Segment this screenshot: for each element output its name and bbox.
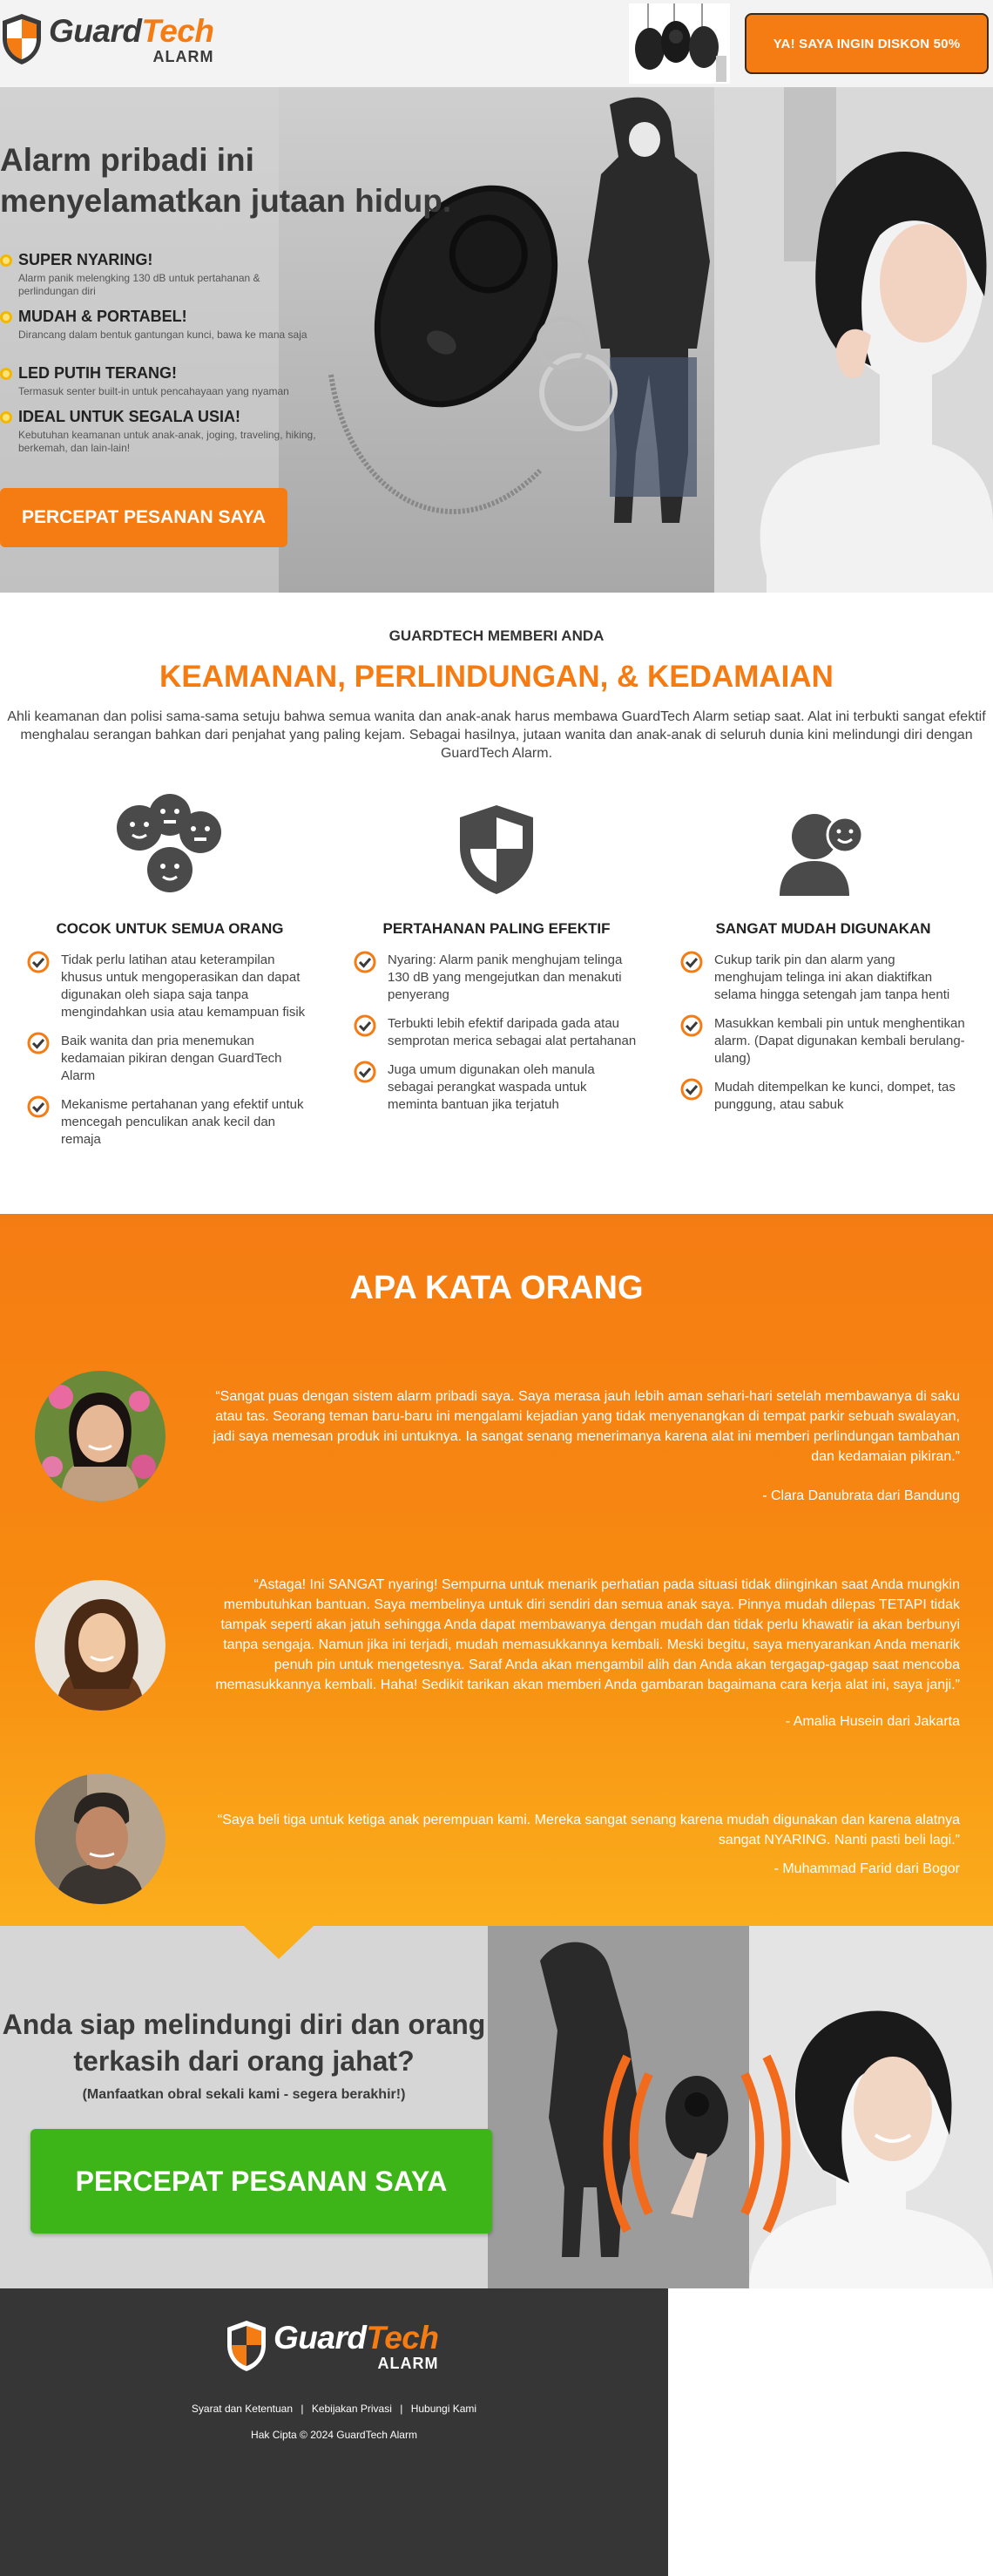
feature-item (0, 251, 322, 298)
group-faces-icon (109, 793, 231, 898)
benefit-text: Tidak perlu latihan atau keterampilan khusus untuk mengoperasikan dan dapat digunakan oleh siapa saja tanpa mengindahkan usia atau kemampuan fisik (61, 952, 306, 1020)
check-circle-icon (26, 1095, 51, 1119)
cta-section (0, 1926, 993, 2288)
benefits-section (0, 593, 993, 1214)
benefit-text: Mudah ditempelkan ke kunci, dompet, tas punggung, atau sabuk (714, 1080, 956, 1112)
brand-subtitle: ALARM (152, 47, 214, 65)
check-circle-icon (679, 1013, 704, 1038)
brand-name-part2: Tech (366, 2319, 439, 2356)
cta-headline: Anda siap melindungi diri dan orang terkasih dari orang jahat? (2, 2009, 486, 2077)
brand-name-part2: Tech (141, 12, 214, 49)
benefit-text: Baik wanita dan pria menemukan kedamaian pikiran dengan GuardTech Alarm (61, 1034, 282, 1083)
benefit-column (26, 793, 314, 1160)
reviewer-avatar (35, 1773, 166, 1904)
brand-name-part1: Guard (49, 12, 142, 49)
product-thumbnail-image (629, 3, 730, 84)
brand-subtitle: ALARM (377, 2354, 439, 2372)
benefit-text: Nyaring: Alarm panik menghujam telinga 130 dB yang mengejutkan dan menakuti penyerang (388, 952, 623, 1002)
reviewer-avatar (35, 1371, 166, 1502)
benefit-list-item (679, 1015, 967, 1068)
footer-links (0, 2403, 668, 2415)
site-footer (0, 2288, 668, 2576)
support-person-icon (775, 802, 871, 898)
benefit-column (353, 793, 640, 1125)
feature-description: Alarm panik melengking 130 dB untuk pertahanan & perlindungan diri (18, 272, 260, 297)
hero-section (0, 87, 993, 593)
testimonial-quote: “Astaga! Ini SANGAT nyaring! Sempurna untuk menarik perhatian pada situasi tidak diinginkan saat Anda mungkin membutuhkan bantuan. Saya membelinya untuk diri sendiri dan semua anak saya. Pinnya mudah dilepas TETAPI tidak tampak seperti akan jatuh sehingga Anda dapat membawanya dengan mudah dan tidak perlu khawatir ia akan berbunyi tanpa sengaja. Namun jika ini terjadi, mudah memasukkannya kembali. Meski begitu, saya menyarankan Anda menarik penuh pin untuk mengetesnya. Saraf Anda akan mengambil alih dan Anda akan tergagap-gagap saat mencoba memasukkannya kembali. Haha! Sedikit tarikan akan memberi Anda gambaran bagaimana cara kerja alat ini, saya janji.” (215, 1577, 960, 1692)
testimonial-author: - Clara Danubrata dari Bandung (762, 1488, 960, 1503)
shield-icon (453, 802, 540, 898)
feature-description: Dirancang dalam bentuk gantungan kunci, bawa ke mana saja (18, 329, 307, 341)
benefit-list-item (353, 1015, 640, 1050)
benefits-intro: Ahli keamanan dan polisi sama-sama setuju bahwa semua wanita dan anak-anak harus membawa GuardTech Alarm setiap saat. Alat ini terbukti sangat efektif menghalau serangan bahkan dari penjahat yang paling kejam. Sebagai hasilnya, jutaan wanita dan anak-anak di seluruh dunia kini melindungi diri dengan GuardTech Alarm. (7, 709, 986, 761)
benefit-list-item (26, 1033, 314, 1085)
brand-logo[interactable] (0, 12, 213, 66)
copyright-text: Hak Cipta © 2024 GuardTech Alarm (251, 2429, 417, 2441)
testimonials-title: APA KATA ORANG (349, 1270, 644, 1306)
feature-title: IDEAL UNTUK SEGALA USIA! (18, 408, 241, 425)
footer-logo[interactable] (225, 2319, 438, 2373)
bullet-dot-icon (0, 254, 12, 267)
terms-link[interactable]: Syarat dan Ketentuan (191, 2403, 294, 2415)
hero-headline: Alarm pribadi ini menyelamatkan jutaan hidup. (0, 142, 452, 219)
testimonial-quote: “Saya beli tiga untuk ketiga anak perempuan kami. Mereka sangat senang karena mudah digunakan dan karena alatnya sangat NYARING. Nanti pasti beli lagi.” (217, 1813, 960, 1847)
site-header (0, 0, 993, 87)
cta-background-image (0, 1926, 993, 2288)
link-separator: | (400, 2403, 403, 2415)
check-circle-icon (353, 950, 377, 974)
testimonials-section (0, 1214, 993, 1926)
link-separator: | (301, 2403, 304, 2415)
benefit-list-item (26, 1096, 314, 1149)
brand-name-part1: Guard (274, 2319, 367, 2356)
discount-cta-button[interactable]: YA! SAYA INGIN DISKON 50% (745, 13, 989, 74)
benefit-list-item (26, 952, 314, 1021)
benefit-list-item (679, 1079, 967, 1114)
hero-order-button[interactable]: PERCEPAT PESANAN SAYA (0, 488, 287, 547)
cta-subtitle: (Manfaatkan obral sekali kami - segera berakhir!) (82, 2087, 406, 2102)
feature-title: SUPER NYARING! (18, 251, 153, 268)
testimonial-author: - Amalia Husein dari Jakarta (785, 1714, 960, 1729)
privacy-link[interactable]: Kebijakan Privasi (311, 2403, 392, 2415)
check-circle-icon (679, 950, 704, 974)
bullet-dot-icon (0, 311, 12, 323)
testimonial-quote: “Sangat puas dengan sistem alarm pribadi saya. Saya merasa jauh lebih aman sehari-hari setelah membawanya di saku atau tas. Seorang teman baru-baru ini mengalami kejadian yang tidak menyenangkan di tempat parkir sebuah swalayan, jadi saya memesan produk ini untuknya. Ia sangat senang menerimanya karena alat ini memberi perlindungan tambahan dan kedamaian pikiran.” (213, 1389, 960, 1464)
check-circle-icon (26, 1031, 51, 1055)
feature-item (0, 308, 322, 342)
feature-description: Kebutuhan keamanan untuk anak-anak, joging, traveling, hiking, berkemah, dan lain-lain! (18, 429, 316, 454)
check-circle-icon (26, 950, 51, 974)
section-arrow-icon (244, 1926, 314, 1959)
feature-title: LED PUTIH TERANG! (18, 364, 177, 382)
benefit-text: Terbukti lebih efektif daripada gada atau semprotan merica sebagai alat pertahanan (388, 1016, 637, 1048)
contact-link[interactable]: Hubungi Kami (410, 2403, 477, 2415)
benefit-column (679, 793, 967, 1125)
benefits-eyebrow: GUARDTECH MEMBERI ANDA (388, 627, 605, 644)
benefit-column-title: SANGAT MUDAH DIGUNAKAN (715, 920, 931, 937)
feature-title: MUDAH & PORTABEL! (18, 308, 187, 325)
check-circle-icon (353, 1060, 377, 1084)
benefit-text: Masukkan kembali pin untuk menghentikan alarm. (Dapat digunakan kembali berulang-ulang) (714, 1016, 965, 1066)
benefit-list-item (679, 952, 967, 1004)
check-circle-icon (679, 1077, 704, 1102)
check-circle-icon (353, 1013, 377, 1038)
feature-description: Termasuk senter built-in untuk pencahayaan yang nyaman (18, 385, 289, 397)
bullet-dot-icon (0, 411, 12, 424)
benefit-text: Mekanisme pertahanan yang efektif untuk mencegah penculikan anak kecil dan remaja (61, 1097, 304, 1147)
benefit-column-title: PERTAHANAN PALING EFEKTIF (382, 920, 611, 937)
benefit-list-item (353, 952, 640, 1004)
benefits-title: KEAMANAN, PERLINDUNGAN, & KEDAMAIAN (159, 660, 834, 694)
testimonial-author: - Muhammad Farid dari Bogor (773, 1861, 960, 1876)
shield-logo-icon (0, 12, 44, 66)
feature-item (0, 408, 322, 455)
benefit-list-item (353, 1061, 640, 1114)
benefit-column-title: COCOK UNTUK SEMUA ORANG (56, 920, 284, 937)
shield-logo-icon (225, 2319, 268, 2373)
bullet-dot-icon (0, 368, 12, 380)
cta-order-button[interactable]: PERCEPAT PESANAN SAYA (30, 2129, 492, 2234)
reviewer-avatar (35, 1580, 166, 1711)
benefit-text: Cukup tarik pin dan alarm yang menghujam telinga ini akan diaktifkan selama hingga setengah jam tanpa henti (714, 952, 950, 1002)
feature-item (0, 364, 322, 398)
benefit-text: Juga umum digunakan oleh manula sebagai perangkat waspada untuk meminta bantuan jika terjatuh (388, 1062, 595, 1112)
